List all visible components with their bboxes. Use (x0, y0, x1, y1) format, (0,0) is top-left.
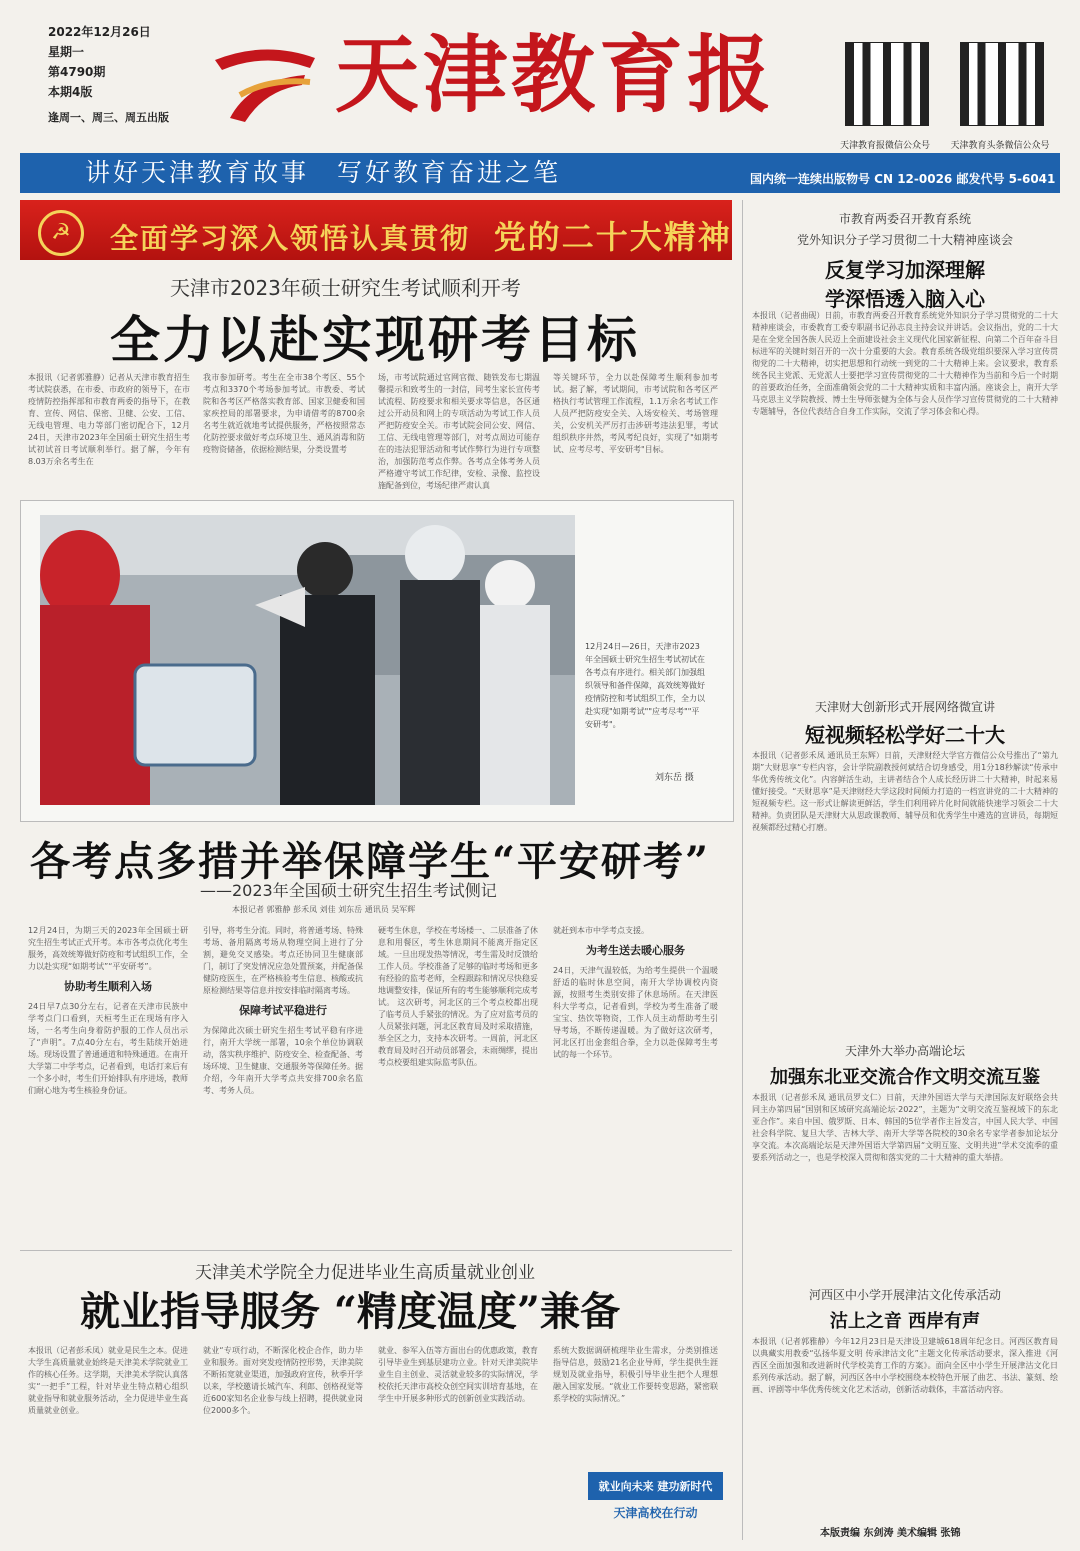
lead-headline: 全力以赴实现研考目标 (110, 310, 640, 369)
right-d-kicker: 河西区中小学开展津沽文化传承活动 (808, 1288, 1001, 1302)
lead-col-4: 等关键环节，全力以赴保障考生顺利参加考试。据了解，考试期间，市考试院和各考区严格执行考试管理工作流程，1.1万余名考试工作人员严把防疫安全关、入场安检关、考场管理关，公安机关严厉打击涉研考违法犯罪，考试组织秩序井然，考风考纪良好，实现了"如期考试、应考尽考、平安研考"目标。 (553, 373, 718, 454)
lead-col-2: 我市参加研考。考生在全市38个考区、55个考点和3370个考场参加考试。市教委、考试院和各考区严格落实教育部、国家卫健委和国家疾控局的部署要求，为申请借考的8700余名考生就近就地考试提供服务，严格按照常态化防控要求做好考点环境卫生、通风消毒和防疫物资储备，依据检测结果，分类设置考 (203, 373, 365, 454)
campaign-line-a: 就业向未来 建功新时代 (588, 1472, 723, 1500)
right-c-kicker: 天津外大举办高端论坛 (844, 1044, 965, 1058)
right-c-body: 本报讯（记者彭禾凤 通讯员罗文仁）日前，天津外国语大学与天津国际友好联络会共同主办第四届“国别和区域研究高端论坛·2022”，主题为“文明交流互鉴视域下的东北亚合作”。来自中国、俄罗斯、日本、韩国的5位学者作主旨发言，中国人民大学、中国社会科学院、复旦大学、吉林大学、南开大学等各院校的30余名专家学者参加论坛分享交流。本次高端论坛是天津外国语大学第四届“文明互鉴、文明共进”学术交流季的重要系列活动之一，也是学校深入贯彻和落实党的二十大精神的重大举措。 (752, 1093, 1058, 1162)
section-divider (20, 1250, 732, 1251)
campaign-line-b: 天津高校在行动 (613, 1506, 698, 1520)
third-col-2: 就业“专项行动，不断深化校企合作，助力毕业和服务。面对突发疫情防控形势，天津美院不断拓宽就业渠道，加强政府宣传，秋季开学以来，学校邀请长城汽车、利郎、创格视觉等近600家知名企业参与线上招聘，提供就业岗位2000多个。 (203, 1346, 363, 1415)
third-col-3: 就业、参军入伍等方面出台的优惠政策，教育引导毕业生到基层建功立业。针对天津美院毕业生自主创业、灵活就业较多的实际情况，学校依托天津市高校众创空间实训培育基地，在学生中开展多种形式的创新创业实践活动。 (378, 1346, 538, 1403)
right-d-headline: 沽上之音 西岸有声 (829, 1311, 981, 1332)
right-a-kicker: 市教育两委召开教育系统 (838, 212, 971, 226)
right-a-headline: 反复学习加深理解 (825, 258, 985, 282)
lead-col-3: 场，市考试院通过官网官微、随铁发布七期温馨提示和致考生的一封信，同考生家长宣传考试流程、防疫要求和相关要求等信息，各区通过公开动员和网上的专项活动为考试工作人员严把防疫安全关。市考试院会同公安、网信、工信、无线电管理等部门，对考点周边可能存在的违法犯罪活动和考试作弊行为进行专项整治，加强防范考点作弊。各考点全体考务人员严格遵守考试工作纪律，安检、录像、监控设施配备到位，考场纪律严肃认真 (378, 373, 540, 490)
right-d-body: 本报讯（记者郭雅静）今年12月23日是天津设卫建城618周年纪念日。河西区教育局以典藏实用教委“弘扬华夏文明 传承津沽文化”主题文化传承活动要求，深入推进《河西区全面加强和改进新时代学校美育工作的方案》。面向全区中小学生开展津沽文化日系列传承活动。据了解，河西区各中小学校围绕本校特色开展了曲艺、书法、篆刻、绘画、评剧等中华优秀传统文化艺术活动，创新活动载体，丰富活动内容。 (752, 1337, 1058, 1394)
third-headline: 就业指导服务 “精度温度”兼备 (80, 1288, 620, 1335)
third-col-4: 系统大数据调研梳理毕业生需求，分类别推送指导信息，鼓励21名企业导师，学生提供生涯规划及就业指导，积极引导毕业生把个人理想融入国家发展。“就业工作要转变思路，紧密联系学校的实际情况。” (553, 1346, 718, 1403)
right-a-headline-2: 学深悟透入脑入心 (825, 287, 985, 311)
employment-campaign-badge (588, 1472, 723, 1532)
right-b-headline: 短视频轻松学好二十大 (805, 723, 1005, 747)
second-col-2-subhead: 保障考试平稳进行 (239, 1004, 327, 1017)
issue-date: 2022年12月26日 (48, 25, 151, 39)
lead-col-1: 本报讯（记者郭雅静）记者从天津市教育招生考试院获悉，在市委、市政府的领导下，在市疫情防控指挥部和市教育两委的指导下，在教育、宣传、网信、保密、卫健、公安、工信、无线电管理、电力等部门密切配合下，12月24日，天津市2023年全国硕士研究生招生考试初试首日考试顺利举行。据了解，今年有8.03万余名考生在 (28, 373, 190, 466)
second-col-4-subhead: 为考生送去暖心服务 (586, 944, 685, 957)
masthead-info (48, 22, 208, 128)
third-col-1: 本报讯（记者彭禾凤）就业是民生之本。促进大学生高质量就业始终是天津美术学院就业工作的核心任务。这学期，天津美术学院认真落实“一把手”工程，针对毕业生特点精心组织就业指导和就业服务活动，全力促进毕业生高质量就业创业。 (28, 1346, 188, 1415)
qr-code-icon (845, 42, 929, 126)
newspaper-logo-icon (210, 40, 320, 130)
second-subtitle: ——2023年全国硕士研究生招生考试侧记 (200, 881, 497, 900)
newspaper-title: 天津教育报 (335, 25, 776, 124)
right-story-d-header (750, 1286, 1060, 1333)
exam-photo (40, 515, 575, 805)
slogan-text: 讲好天津教育故事 写好教育奋进之笔 (85, 158, 562, 187)
hammer-sickle-icon: ☭ (38, 210, 84, 256)
exam-scene-illustration (40, 515, 575, 805)
publish-schedule: 逢周一、周三、周五出版 (48, 111, 169, 124)
second-col-2: 引导，将考生分流。同时，将普通考场、特殊考场、备用隔离考场从物理空间上进行了分割，避免交叉感染。考点还协同卫生健康部门，制订了突发情况应急处置预案，并配备保健防疫医生，在严格核验考生信息、核酸或抗原检测结果等信息并按安排临时隔离考场。 保障考试平稳进行 为保障此次硕士研究生招生考试平稳有序进行，南开大学统一部署，10余个单位协调联动，落实秩序维护、防疫安全、检查配备、考场环境、卫生健康、交通服务等保障任务。据介绍，今年南开大学考点共安排700余名监考、考务人员。 (203, 926, 363, 1095)
right-story-b-header (750, 698, 1060, 748)
right-story-a-header (750, 210, 1060, 312)
party-banner-text (110, 212, 732, 258)
right-b-body: 本报讯（记者彭禾凤 通讯员王东辉）日前，天津财经大学官方微信公众号推出了“第九期”大财思享“专栏内容，会计学院副教授何斌结合切身感受，用1分18秒解读“传承中华优秀传统文化”。内容鲜活生动，主讲者结合个人成长经历讲二十大精神，时起来易懂好接受。“天财思享”是天津财经大学这段时间倾力打造的一档宣讲党的二十大精神的短视频专栏。这一形式让解读更鲜活，学生们利用碎片化时间就能快速学习领会二十大精神。负责团队是天津财大从思政课教师、辅导员和优秀学生中遴选的宣讲员，每期短视频都经过精心打磨。 (752, 751, 1058, 832)
editor-credit: 本版责编 东剑涛 美术编辑 张锦 (820, 1528, 961, 1539)
photo-credit: 刘东岳 摄 (655, 773, 694, 783)
right-c-headline: 加强东北亚交流合作文明交流互鉴 (770, 1067, 1040, 1088)
second-col-3: 硬考生休息，学校在考场楼一、二层准备了休息和用餐区，考生休息期间不能离开指定区域。一旦出现发热等情况，考生需及时反馈给工作人员。学校准备了足够的临时考场和更多有经验的监考老师，全程跟踪和情况尽快稳妥地调整安排，保证所有的考生能够顺利完成考试。 这次研考，河北区的三个考点校都出现了临考员人手紧张的情况。为了应对监考员的人员紧张问题，河北区教育局及时采取措施，举全区之力，支持本次研考。一周前，河北区教育局及时召开动员部署会，未雨绸缪，提出考点校要组建实际监考队伍。 (378, 926, 539, 1067)
party-banner-text-a: 全面学习深入领悟认真贯彻 (110, 222, 471, 255)
party-banner-text-b: 党的二十大精神 (493, 218, 732, 256)
qr-caption: 天津教育头条微信公众号 (950, 141, 1050, 151)
column-divider (742, 200, 743, 1540)
qr-caption: 天津教育报微信公众号 (839, 141, 930, 151)
second-col-1: 12月24日，为期三天的2023年全国硕士研究生招生考试正式开考。本市各考点优化考生服务，高效统筹做好防疫和考试组织工作，全力以赴实现“如期考试”“平安研考”。 协助考生顺利入场 24日早7点30分左右，记者在天津市民族中学考点门口看到，天桓考生正在现场有序入场，一名考生向身着防护服的工作人员出示了“声明”。7点40分左右，考生陆续开始进场。现场设置了普通通道和特殊通道。在南开大学第二中学考点，记者看到，电话打来后有一个多小时，考生们开始排队有序进场，教师们耐心地为考生核验身份证。 (28, 926, 188, 1095)
right-story-c-header (750, 1042, 1060, 1089)
qr-code-icon (960, 42, 1044, 126)
page-count: 本期4版 (48, 85, 93, 99)
second-col-1-subhead: 协助考生顺利入场 (64, 980, 152, 993)
photo-caption: 12月24日—26日，天津市2023年全国硕士研究生招生考试初试在各考点有序进行。相关部门加强组织领导和备件保障，高效统筹做好疫情防控和考试组织工作，全力以赴实现"如期考试""应考尽考""平安研考"。 (585, 642, 705, 729)
right-b-kicker: 天津财大创新形式开展网络微宣讲 (814, 700, 995, 714)
issue-number: 第4790期 (48, 65, 106, 79)
second-byline: 本报记者 郭雅静 彭禾凤 刘佳 刘东岳 通讯员 吴军辉 (232, 905, 416, 914)
registration-number: 国内统一连续出版物号 CN 12-0026 邮发代号 5-6041 (750, 172, 1056, 186)
right-a-body: 本报讯（记者曲砚）日前，市教育两委召开教育系统党外知识分子学习贯彻党的二十大精神座谈会，市委教育工委专职副书记孙志良主持会议并讲话。会议指出，党的二十大是在全党全国各族人民迈上全面建设社会主义现代化国家新征程、向第二个百年奋斗目标进军的关键时刻召开的一次十分重要的大会。教育系统各级党组织要深入学习宣传贯彻党的二十大精神，切实把思想和行动统一到党的二十大精神上来。会议要求，教育系统各民主党派、无党派人士要把学习宣传贯彻党的二十大精神作为当前和今后一个时期的首要政治任务，全面准确领会党的二十大精神实质和丰富内涵。座谈会上，南开大学马克思主义学院教授、博士生导师张健为全体与会人员作学习宣传贯彻党的二十大精神专题辅导，各位代表结合自身工作实际，交流了学习体会和心得。 (752, 311, 1058, 416)
second-headline: 各考点多措并举保障学生“平安研考” (30, 838, 711, 885)
second-col-4: 就赶到本市中学考点支援。 为考生送去暖心服务 24日，天津气温较低，为给考生提供一个温暖舒适的临时休息空间，南开大学协调校内资源，按照考生类别安排了休息场所。在天津医科大学考点，记者看到，学校为考生准备了暖宝宝、热饮等物资，工作人员主动帮助考生引导考场，不断传递温暖。为了做好这次研考，河北区打出金套组合拳，全力以赴保障考生考试的每一个环节。 (553, 926, 718, 1059)
right-a-kicker-2: 党外知识分子学习贯彻二十大精神座谈会 (796, 233, 1013, 247)
third-kicker: 天津美术学院全力促进毕业生高质量就业创业 (195, 1263, 535, 1283)
lead-kicker: 天津市2023年硕士研究生考试顺利开考 (170, 276, 521, 300)
issue-weekday: 星期一 (48, 45, 85, 59)
